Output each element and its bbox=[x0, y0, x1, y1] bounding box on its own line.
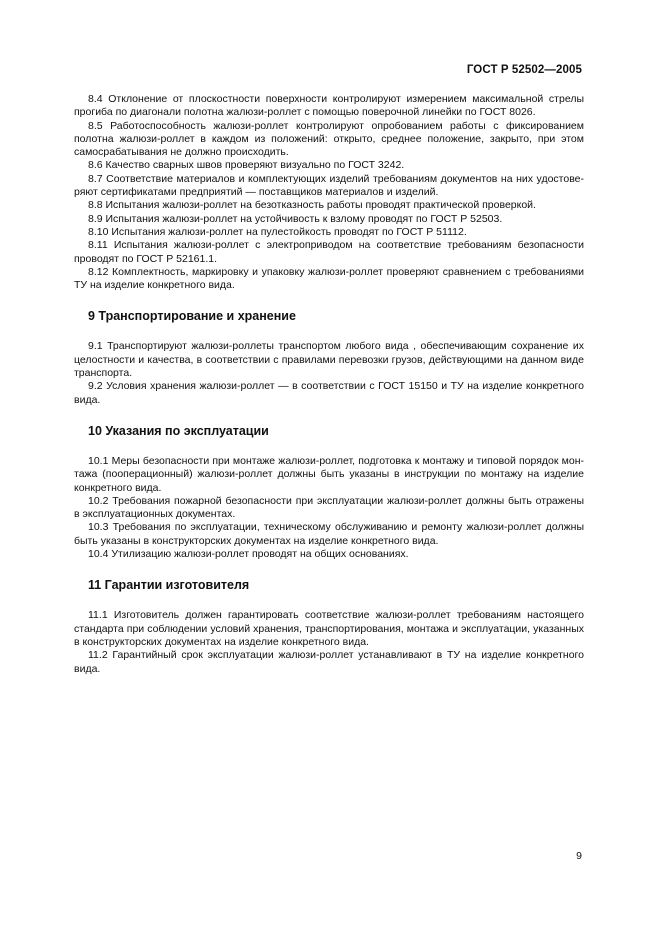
page-number: 9 bbox=[576, 850, 582, 862]
section-11-title: 11 Гарантии изготовителя bbox=[88, 578, 250, 593]
paragraph-8-4: 8.4 Отклонение от плоскостности поверхности контролируют измерением максимальной стрелы прогиба по диагонали полотна жалюзи-роллет с помощью поверочной линейки по ГОСТ 8026. bbox=[74, 93, 584, 119]
document-code-header: ГОСТ Р 52502—2005 bbox=[466, 64, 582, 76]
paragraph-8-10: 8.10 Испытания жалюзи-роллет на пулестойкость проводят по ГОСТ Р 51112. bbox=[88, 225, 467, 238]
paragraph-9-1: 9.1 Транспортируют жалюзи-роллеты транспортом любого вида , обеспечивающим сохранение их целостности и качества, в соответствии с правилами перевозки грузов, действующими на данном виде транспорта. bbox=[74, 340, 584, 380]
paragraph-11-2: 11.2 Гарантийный срок эксплуатации жалюзи-роллет устанавливают в ТУ на изделие конкретного вида. bbox=[74, 649, 584, 675]
section-8-body bbox=[74, 93, 584, 292]
page-content bbox=[74, 93, 584, 676]
paragraph-8-11: 8.11 Испытания жалюзи-роллет с электроприводом на соответствие требованиям безопасности проводят по ГОСТ Р 52161.1. bbox=[74, 239, 584, 265]
paragraph-8-6: 8.6 Качество сварных швов проверяют визуально по ГОСТ 3242. bbox=[88, 159, 405, 172]
paragraph-8-7: 8.7 Соответствие материалов и комплектующих изделий требованиям документов на них удостоверяют сертификатами предприятий — поставщиков материалов и изделий. bbox=[74, 172, 584, 199]
paragraph-8-8: 8.8 Испытания жалюзи-роллет на безотказность работы проводят практической проверкой. bbox=[88, 199, 536, 212]
section-9-body bbox=[74, 340, 584, 406]
section-10-title: 10 Указания по эксплуатации bbox=[88, 423, 269, 438]
paragraph-10-4: 10.4 Утилизацию жалюзи-роллет проводят на общих основаниях. bbox=[88, 548, 409, 561]
paragraph-9-2: 9.2 Условия хранения жалюзи-роллет — в соответствии с ГОСТ 15150 и ТУ на изделие конкретного вида. bbox=[74, 380, 584, 406]
paragraph-10-3: 10.3 Требования по эксплуатации, техническому обслуживанию и ремонту жалюзи-роллет должны быть указаны в конструкторских документах на изделие конкретного вида. bbox=[74, 521, 584, 547]
paragraph-10-1: 10.1 Меры безопасности при монтаже жалюзи-роллет, подготовка к монтажу и типовой порядок монтажа (пооперационный) жалюзи-роллет должны быть указаны в инструкции по монтажу на изделие конкретного вида. bbox=[74, 454, 584, 494]
section-9-title: 9 Транспортирование и хранение bbox=[88, 309, 296, 324]
paragraph-10-2: 10.2 Требования пожарной безопасности при эксплуатации жалюзи-роллет должны быть отражены в эксплуатационных документах. bbox=[74, 494, 584, 521]
section-10-body bbox=[74, 455, 584, 561]
paragraph-8-12: 8.12 Комплектность, маркировку и упаковку жалюзи-роллет проверяют сравнением с требованиями ТУ на изделие конкретного вида. bbox=[74, 265, 584, 292]
section-11-body bbox=[74, 609, 584, 675]
paragraph-8-9: 8.9 Испытания жалюзи-роллет на устойчивость к взлому проводят по ГОСТ Р 52503. bbox=[88, 212, 503, 225]
paragraph-8-5: 8.5 Работоспособность жалюзи-роллет контролируют опробованием работы с фиксированием полотна жалюзи-роллет в каждом из положений: открыто, среднее положение, закрыто, при этом самосрабатывания не должно происходить. bbox=[74, 119, 584, 159]
paragraph-11-1: 11.1 Изготовитель должен гарантировать соответствие жалюзи-роллет требованиям настоящего стандарта при соблюдении условий хранения, транспортирования, монтажа и эксплуатации, указанных в конструкторских документах на изделие конкретного вида. bbox=[74, 609, 584, 648]
